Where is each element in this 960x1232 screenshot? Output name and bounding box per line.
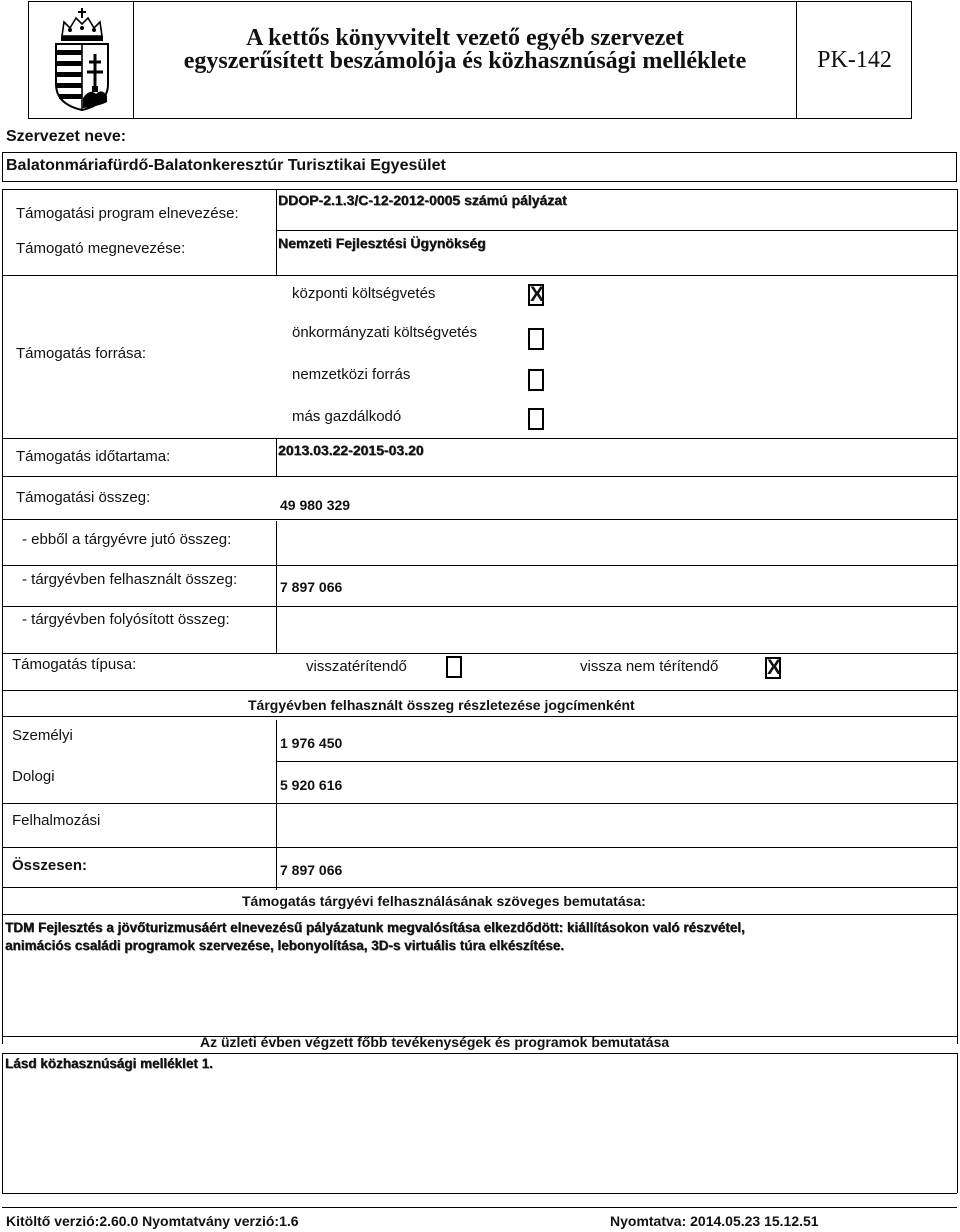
paid-amount-label: - tárgyévben folyósított összeg: [22, 611, 230, 628]
source-option-municipal: önkormányzati költségvetés [292, 324, 478, 341]
source-central-checkbox[interactable]: X [530, 283, 545, 306]
year-amount-underline [2, 565, 957, 566]
breakdown-material-underline [2, 803, 957, 804]
program-value: DDOP-2.1.3/C-12-2012-0005 számú pályázat [278, 192, 567, 208]
type-separator [2, 690, 957, 691]
form-title-line1: A kettős könyvvitelt vezető egyéb szervezet [246, 25, 684, 51]
program-divider [276, 189, 277, 275]
form-code: PK-142 [817, 47, 892, 73]
duration-value: 2013.03.22-2015-03.20 [278, 442, 424, 458]
footer-printed: Nyomtatva: 2014.05.23 15.12.51 [610, 1213, 819, 1229]
main-frame-left [2, 189, 3, 1044]
form-title-line2: egyszerűsített beszámolója és közhasznúsági melléklete [183, 48, 747, 74]
main-frame-right [957, 189, 958, 1044]
footer-top-rule [2, 1207, 957, 1208]
type-label: Támogatás típusa: [12, 656, 137, 673]
amount-value: 49 980 329 [280, 497, 351, 513]
breakdown-personal-value: 1 976 450 [280, 735, 343, 751]
org-name-label: Szervezet neve: [6, 128, 127, 145]
source-separator [2, 438, 957, 439]
type-refundable-checkbox[interactable] [446, 656, 462, 678]
breakdown-personal-underline [276, 761, 957, 762]
breakdown-title: Tárgyévben felhasznált összeg részletezése jogcímenként [248, 697, 635, 713]
breakdown-material-label: Dologi [12, 768, 55, 785]
usage-text-top [2, 914, 957, 915]
source-other-checkbox[interactable] [528, 408, 544, 430]
type-nonrefundable-label: vissza nem térítendő [580, 658, 719, 675]
usage-text-line1: TDM Fejlesztés a jövőturizmusáért elnevezésű pályázatunk megvalósítása elkezdődött: kiállításokon való részvétel, [5, 920, 745, 935]
source-label: Támogatás forrása: [16, 345, 147, 362]
main-frame-top [2, 189, 957, 190]
type-refundable-label: visszatérítendő [306, 658, 407, 675]
activities-frame-right [957, 1053, 958, 1193]
source-municipal-checkbox[interactable] [528, 328, 544, 350]
source-international-checkbox[interactable] [528, 369, 544, 391]
used-amount-value: 7 897 066 [280, 579, 343, 595]
supporter-label: Támogató megnevezése: [16, 240, 186, 257]
breakdown-divider [276, 720, 277, 890]
breakdown-capital-label: Felhalmozási [12, 812, 101, 829]
usage-text-line2: animációs családi programok szervezése, lebonyolítása, 3D-s virtuális túra elkészítése. [5, 938, 565, 953]
amount-underline [2, 519, 957, 520]
source-option-international: nemzetközi forrás [292, 366, 411, 383]
source-option-central: központi költségvetés [292, 285, 436, 302]
duration-separator [2, 476, 957, 477]
breakdown-total-label: Összesen: [12, 857, 88, 874]
program-label: Támogatási program elnevezése: [16, 205, 239, 222]
source-option-other: más gazdálkodó [292, 408, 402, 425]
usage-text-title: Támogatás tárgyévi felhasználásának szöveges bemutatása: [242, 893, 646, 909]
subamount-separator [2, 653, 957, 654]
activities-text: Lásd közhasznúsági melléklet 1. [5, 1056, 213, 1071]
supporter-value: Nemzeti Fejlesztési Ügynökség [278, 235, 486, 251]
supporter-separator [2, 275, 957, 276]
breakdown-personal-label: Személyi [12, 727, 73, 744]
activities-frame-bottom [2, 1193, 957, 1194]
activities-title-underline [2, 1053, 957, 1054]
breakdown-material-value: 5 920 616 [280, 777, 343, 793]
footer-version: Kitöltő verzió:2.60.0 Nyomtatvány verzió:1.6 [6, 1213, 299, 1229]
type-nonrefundable-checkbox[interactable]: X [767, 656, 782, 679]
breakdown-capital-underline [2, 847, 957, 848]
breakdown-total-underline [2, 887, 957, 888]
amount-label: Támogatási összeg: [16, 489, 151, 506]
used-amount-label: - tárgyévben felhasznált összeg: [22, 571, 238, 588]
used-amount-underline [2, 606, 957, 607]
breakdown-title-underline [2, 716, 957, 717]
activities-title: Az üzleti évben végzett főbb tevékenységek és programok bemutatása [200, 1034, 670, 1050]
program-underline [276, 230, 957, 231]
org-name-value: Balatonmáriafürdő-Balatonkeresztúr Turisztikai Egyesület [6, 157, 446, 174]
coat-of-arms-icon [50, 6, 114, 112]
duration-label: Támogatás időtartama: [16, 448, 171, 465]
duration-divider [276, 438, 277, 476]
subamount-divider [276, 521, 277, 653]
breakdown-total-value: 7 897 066 [280, 862, 343, 878]
activities-frame-left [2, 1053, 3, 1193]
year-amount-label: - ebből a tárgyévre jutó összeg: [22, 531, 232, 548]
